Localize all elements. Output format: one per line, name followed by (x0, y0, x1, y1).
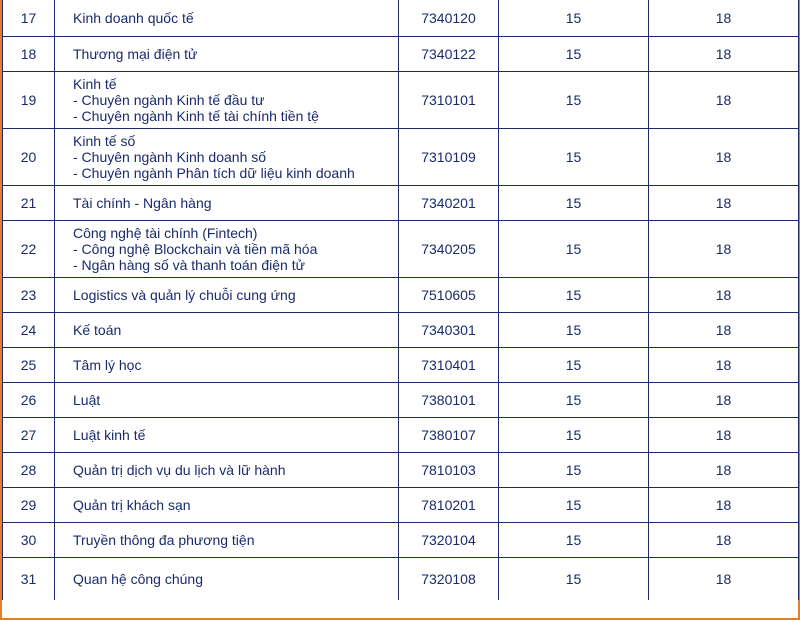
major-name-cell (55, 348, 399, 383)
row-number: 25 (3, 348, 55, 383)
score-col-b: 18 (649, 313, 799, 348)
score-col-b: 18 (649, 37, 799, 72)
table-row (3, 72, 799, 129)
table-row (3, 37, 799, 72)
table-row (3, 488, 799, 523)
row-number: 23 (3, 278, 55, 313)
score-col-b: 18 (649, 129, 799, 186)
major-name-cell (55, 72, 399, 129)
major-code: 7310109 (399, 129, 499, 186)
table-row (3, 313, 799, 348)
major-name: Luật kinh tế (73, 427, 146, 443)
score-col-a: 15 (499, 313, 649, 348)
major-code: 7510605 (399, 278, 499, 313)
score-col-a: 15 (499, 186, 649, 221)
specialization: - Chuyên ngành Kinh doanh số (73, 149, 267, 165)
major-name: Logistics và quản lý chuỗi cung ứng (73, 287, 296, 303)
major-name-cell (55, 186, 399, 221)
specialization: - Ngân hàng số và thanh toán điện tử (73, 257, 305, 273)
score-col-b: 18 (649, 221, 799, 278)
score-col-b: 18 (649, 523, 799, 558)
row-number: 22 (3, 221, 55, 278)
row-number: 30 (3, 523, 55, 558)
major-name-cell (55, 278, 399, 313)
row-number: 24 (3, 313, 55, 348)
major-name-cell (55, 383, 399, 418)
score-col-b: 18 (649, 0, 799, 37)
row-number: 18 (3, 37, 55, 72)
score-col-a: 15 (499, 221, 649, 278)
major-name: Truyền thông đa phương tiện (73, 532, 255, 548)
row-number: 31 (3, 558, 55, 601)
score-col-a: 15 (499, 129, 649, 186)
major-name-cell (55, 37, 399, 72)
table-row (3, 221, 799, 278)
major-name-cell (55, 313, 399, 348)
major-name-cell (55, 523, 399, 558)
major-name: Quan hệ công chúng (73, 571, 203, 587)
row-number: 17 (3, 0, 55, 37)
specialization: - Chuyên ngành Phân tích dữ liệu kinh doanh (73, 165, 355, 181)
score-col-b: 18 (649, 348, 799, 383)
major-code: 7340120 (399, 0, 499, 37)
majors-table (2, 0, 799, 600)
score-col-b: 18 (649, 488, 799, 523)
table-row (3, 418, 799, 453)
table-row (3, 186, 799, 221)
major-name: Quản trị khách sạn (73, 497, 191, 513)
score-col-a: 15 (499, 523, 649, 558)
row-number: 21 (3, 186, 55, 221)
table-row (3, 558, 799, 601)
score-col-a: 15 (499, 72, 649, 129)
row-number: 20 (3, 129, 55, 186)
major-code: 7320104 (399, 523, 499, 558)
row-number: 27 (3, 418, 55, 453)
table-row (3, 348, 799, 383)
major-name-cell (55, 558, 399, 601)
major-code: 7340205 (399, 221, 499, 278)
specialization: - Công nghệ Blockchain và tiền mã hóa (73, 241, 318, 257)
table-row (3, 383, 799, 418)
score-col-a: 15 (499, 383, 649, 418)
row-number: 28 (3, 453, 55, 488)
major-name-cell (55, 488, 399, 523)
score-col-a: 15 (499, 488, 649, 523)
major-code: 7810103 (399, 453, 499, 488)
major-name: Kinh tế số (73, 133, 136, 149)
score-col-b: 18 (649, 558, 799, 601)
major-name: Kinh tế (73, 76, 117, 92)
major-name-cell (55, 418, 399, 453)
major-code: 7810201 (399, 488, 499, 523)
row-number: 29 (3, 488, 55, 523)
score-col-a: 15 (499, 348, 649, 383)
score-col-b: 18 (649, 418, 799, 453)
score-col-a: 15 (499, 453, 649, 488)
major-name: Kinh doanh quốc tế (73, 10, 194, 26)
major-code: 7310401 (399, 348, 499, 383)
score-col-a: 15 (499, 558, 649, 601)
major-name: Kế toán (73, 322, 122, 338)
score-col-a: 15 (499, 418, 649, 453)
score-col-b: 18 (649, 72, 799, 129)
major-name-cell (55, 129, 399, 186)
major-code: 7380107 (399, 418, 499, 453)
specialization: - Chuyên ngành Kinh tế tài chính tiền tệ (73, 108, 319, 124)
major-code: 7380101 (399, 383, 499, 418)
row-number: 26 (3, 383, 55, 418)
table-row (3, 0, 799, 37)
score-col-b: 18 (649, 453, 799, 488)
major-name-cell (55, 221, 399, 278)
table-row (3, 523, 799, 558)
major-code: 7310101 (399, 72, 499, 129)
specialization: - Chuyên ngành Kinh tế đầu tư (73, 92, 265, 108)
major-name: Luật (73, 392, 101, 408)
major-name-cell (55, 453, 399, 488)
major-name: Tâm lý học (73, 357, 142, 373)
row-number: 19 (3, 72, 55, 129)
score-col-a: 15 (499, 37, 649, 72)
major-code: 7340301 (399, 313, 499, 348)
score-col-a: 15 (499, 0, 649, 37)
major-name-cell (55, 0, 399, 37)
score-col-b: 18 (649, 186, 799, 221)
major-name: Tài chính - Ngân hàng (73, 195, 212, 211)
major-code: 7340122 (399, 37, 499, 72)
table-row (3, 129, 799, 186)
table-row (3, 453, 799, 488)
major-name: Quản trị dịch vụ du lịch và lữ hành (73, 462, 286, 478)
majors-table-body (3, 0, 799, 600)
major-name: Thương mại điện tử (73, 46, 198, 62)
score-col-b: 18 (649, 383, 799, 418)
table-row (3, 278, 799, 313)
score-col-b: 18 (649, 278, 799, 313)
major-code: 7320108 (399, 558, 499, 601)
major-name: Công nghệ tài chính (Fintech) (73, 225, 258, 241)
score-col-a: 15 (499, 278, 649, 313)
major-code: 7340201 (399, 186, 499, 221)
